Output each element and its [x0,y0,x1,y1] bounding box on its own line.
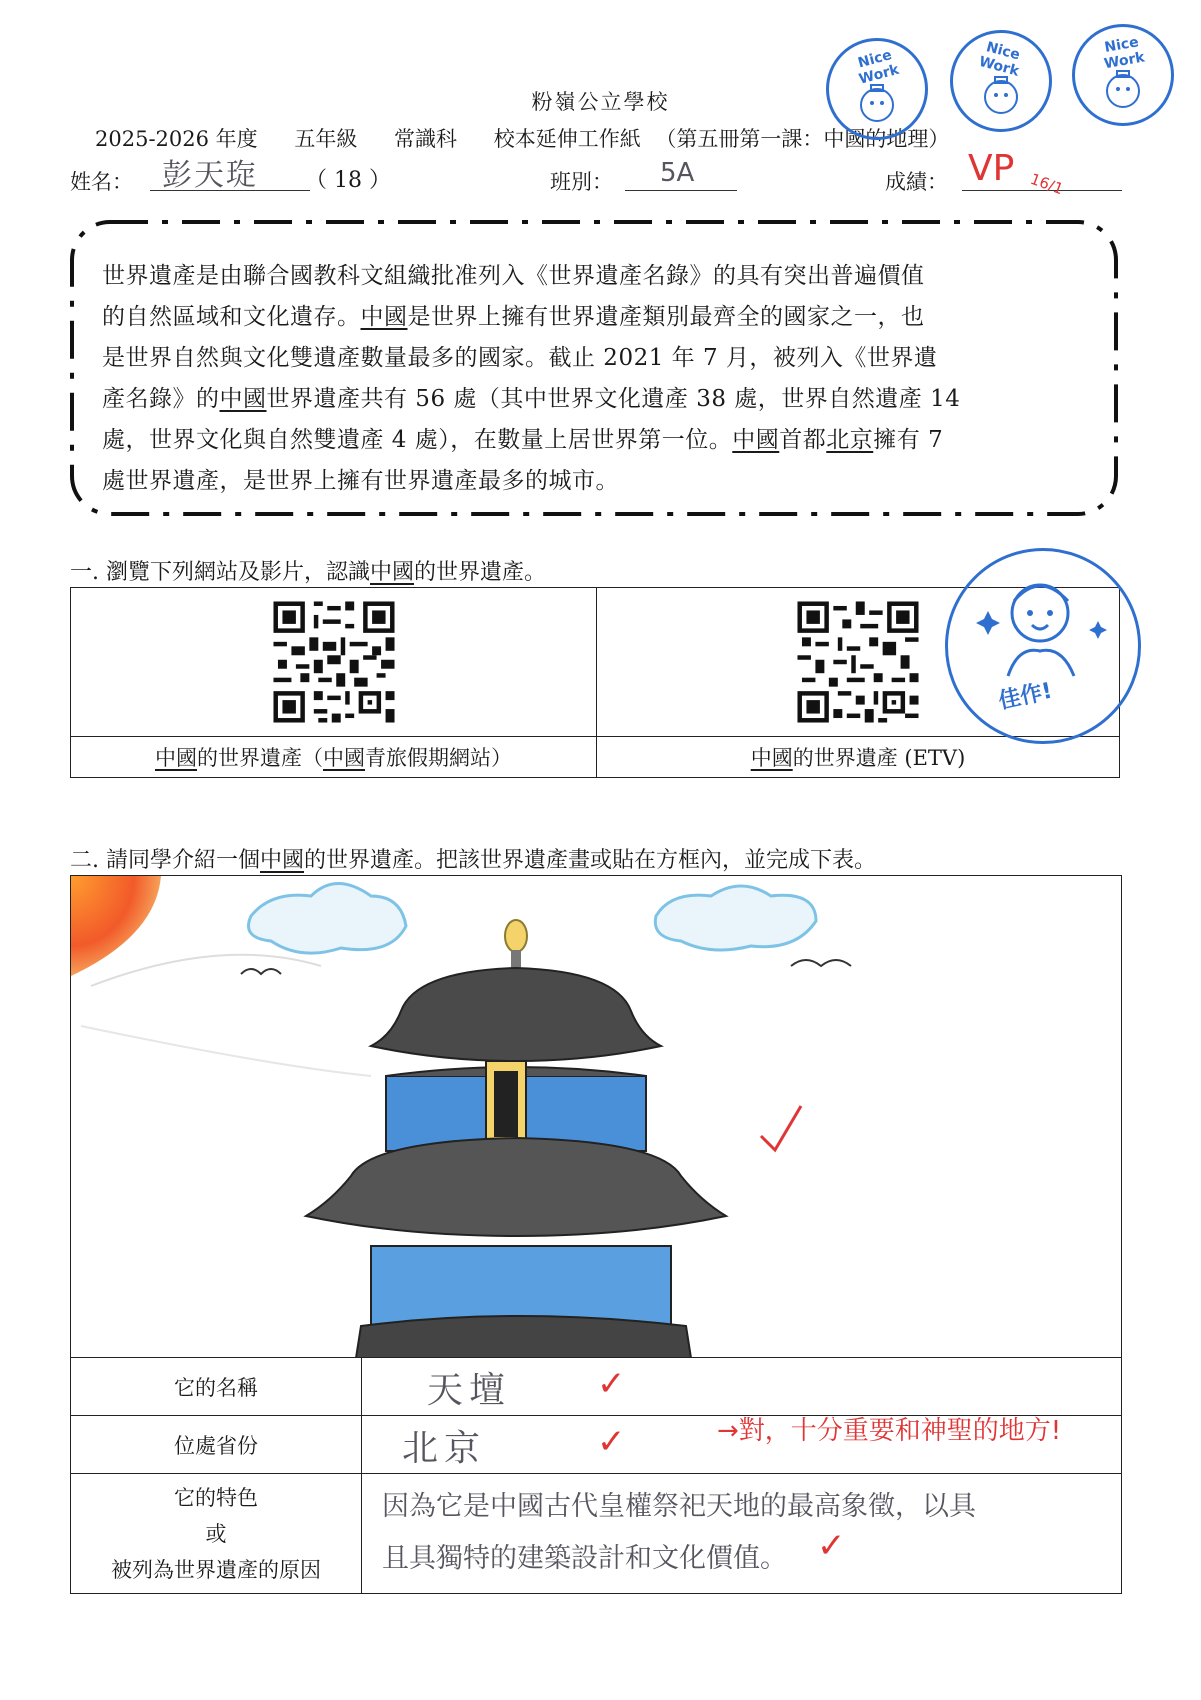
heritage-info-table [70,1357,1122,1594]
name-row-answer[interactable]: 天壇 ✓ [362,1358,1122,1416]
school-name: 粉嶺公立學校 [531,90,670,114]
worksheet-subtitle [95,123,949,153]
intro-line: 世界遺產是由聯合國教科文組織批准列入《世界遺產名錄》的具有突出普遍價值 [102,263,925,289]
check-mark-icon [761,1106,801,1150]
student-name: 彭天琁 [162,158,258,193]
nice-work-stamp [826,38,928,140]
intro-line: 的自然區域和文化遺存。中國是世界上擁有世界遺產類別最齊全的國家之一，也 [102,304,925,330]
stamp-label: Nice Work [1102,34,1146,73]
subject: 常識科 [394,127,458,151]
student-number: （ 18 ） [305,168,391,193]
class-label: 班別： [550,170,613,194]
section1-title: 一. 瀏覽下列網站及影片，認識中國的世界遺產。 [70,560,547,585]
province-row-label: 位處省份 [71,1416,362,1474]
intro-paragraph [102,256,1092,502]
name-row-label: 它的名稱 [71,1358,362,1416]
intro-line: 處世界遺產，是世界上擁有世界遺產最多的城市。 [102,468,619,494]
grade-date: 16/1 [1027,169,1066,199]
class-line [625,190,737,191]
bird-icon [791,960,851,966]
bird-icon [241,969,281,974]
link-website[interactable]: 中國的世界遺產（中國青旅假期網站） [71,737,597,778]
province-row-answer[interactable]: 北京 ✓ →對，十分重要和神聖的地方! [362,1416,1122,1474]
qr-code-icon[interactable] [793,597,923,727]
check-mark-icon: ✓ [597,1364,626,1404]
cloud-icon [655,886,816,950]
intro-line: 處，世界文化與自然雙遺產 4 處），在數量上居世界第一位。中國首都北京擁有 7 [102,427,944,453]
qr-code-icon[interactable] [269,597,399,727]
sun-icon [71,876,161,976]
smiling-child-icon [948,551,1138,741]
stamp-label: Nice Work [856,47,901,88]
drawing-frame [70,875,1122,1358]
qr-cell-website[interactable] [71,588,597,737]
stamp-label: Nice Work [977,39,1022,80]
check-mark-icon: ✓ [597,1422,626,1462]
grade-value: VP [968,148,1015,189]
worksheet-title: 校本延伸工作紙 [493,127,641,151]
praise-stamp [945,548,1141,744]
teacher-comment: →對，十分重要和神聖的地方! [717,1416,1062,1446]
check-mark-icon: ✓ [817,1526,846,1566]
nice-work-stamp [1072,24,1174,126]
praise-stamp-label: 佳作! [996,678,1055,715]
lesson: （第五冊第一課：中國的地理） [655,127,950,151]
intro-line: 是世界自然與文化雙遺產數量最多的國家。截止 2021 年 7 月，被列入《世界遺 [102,345,938,371]
link-etv[interactable]: 中國的世界遺產 (ETV) [597,737,1120,778]
class-value: 5A [660,158,695,188]
grade-label: 成績： [885,170,948,194]
features-row-answer[interactable]: 因為它是中國古代皇權祭祀天地的最高象徵，以具 且具獨特的建築設計和文化價值。 ✓ [362,1474,1122,1594]
school-year: 2025-2026 年度 [95,127,258,151]
section2-title: 二. 請同學介紹一個中國的世界遺產。把該世界遺產畫或貼在方框內，並完成下表。 [70,848,877,873]
temple-of-heaven-drawing [71,876,1121,1358]
intro-line: 產名錄》的中國世界遺產共有 56 處（其中世界文化遺產 38 處，世界自然遺產 14 [102,386,961,412]
name-label: 姓名： [70,170,133,194]
grade-level: 五年級 [294,127,358,151]
features-row-label: 它的特色 或 被列為世界遺產的原因 [71,1474,362,1594]
cloud-icon [249,884,407,954]
nice-work-stamp [950,30,1052,132]
